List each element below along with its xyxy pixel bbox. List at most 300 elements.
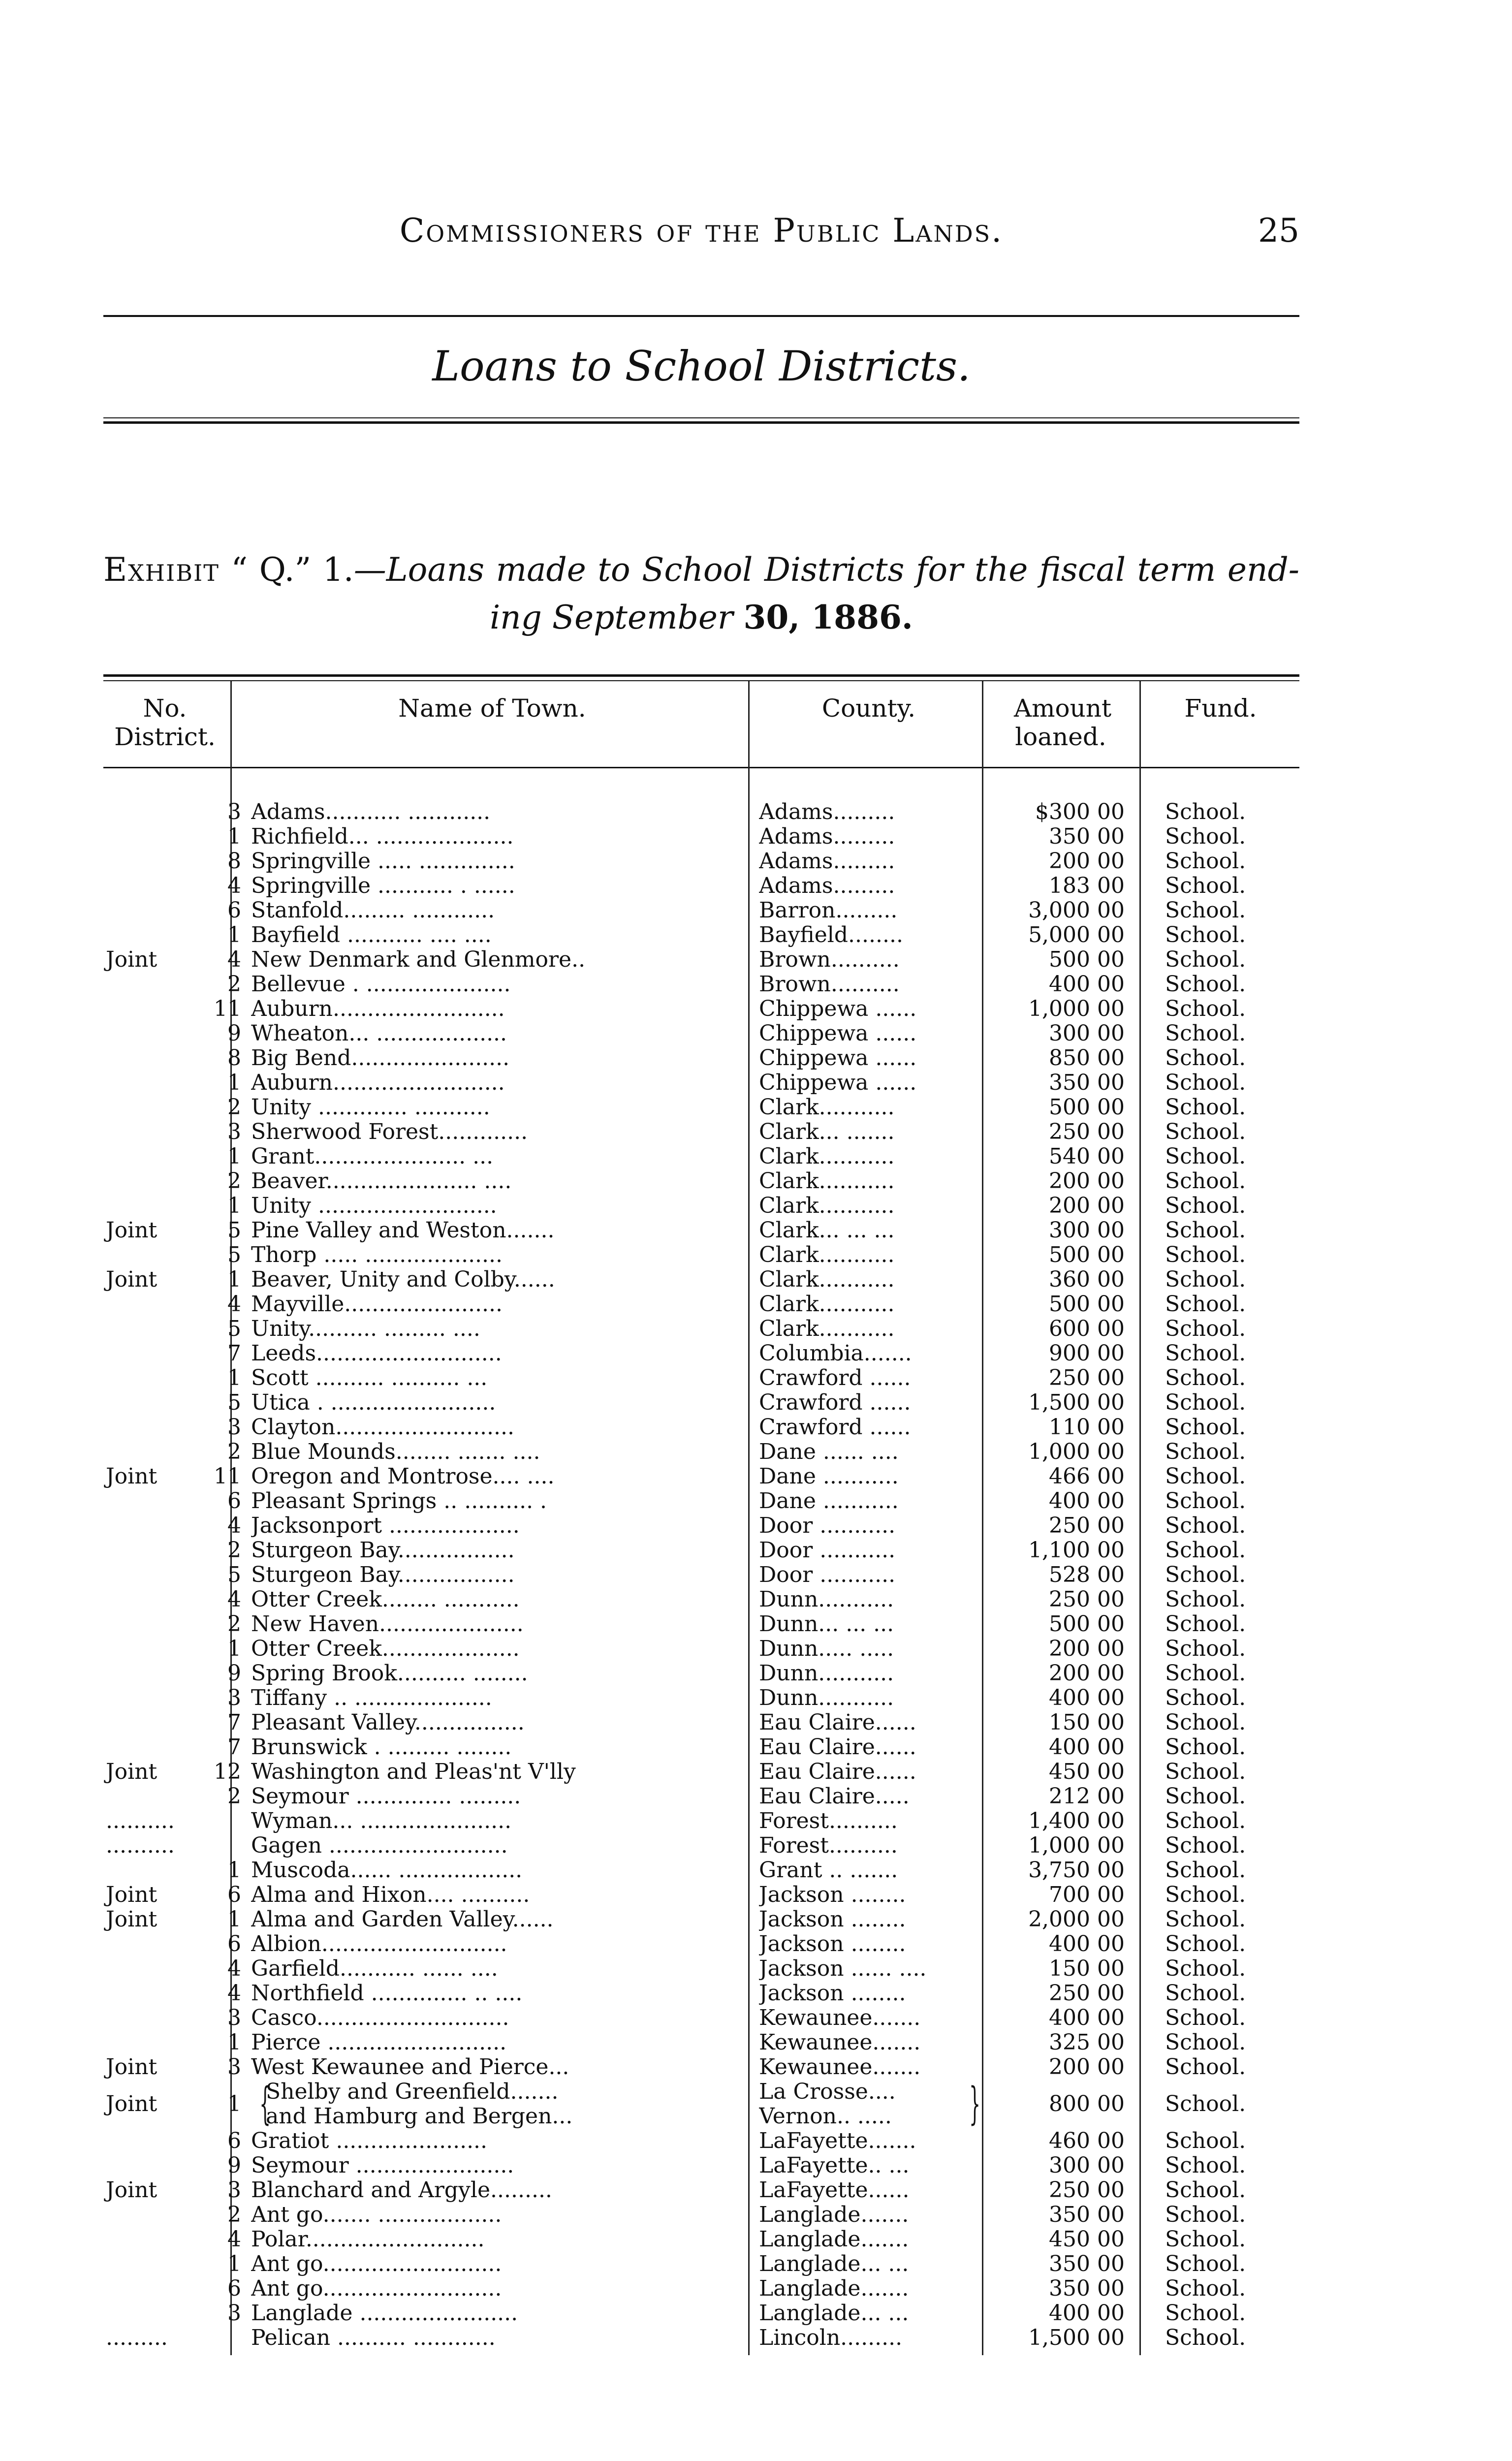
cell-amount: 450 00 bbox=[1049, 2227, 1125, 2252]
cell-county: Kewaunee....... bbox=[759, 2055, 921, 2080]
cell-town: Pleasant Springs .. .......... . bbox=[251, 1489, 547, 1514]
cell-district-no: 2 bbox=[227, 1538, 241, 1563]
cell-county: LaFayette.. ... bbox=[759, 2153, 910, 2178]
cell-town: Clayton.......................... bbox=[251, 1415, 514, 1440]
cell-fund: School. bbox=[1165, 972, 1246, 997]
cell-fund: School. bbox=[1165, 1341, 1246, 1366]
cell-fund: School. bbox=[1165, 1759, 1246, 1784]
brace-right: } bbox=[969, 2080, 980, 2129]
cell-county: Clark........... bbox=[759, 1317, 895, 1341]
cell-amount: 300 00 bbox=[1049, 2153, 1125, 2178]
cell-district-no: 1 bbox=[227, 2091, 241, 2116]
cell-district-no: 2 bbox=[227, 2202, 241, 2227]
table-row bbox=[103, 1612, 1299, 1637]
cell-county: LaFayette...... bbox=[759, 2178, 910, 2203]
cell-town: Pleasant Valley................ bbox=[251, 1710, 525, 1735]
cell-fund: School. bbox=[1165, 2030, 1246, 2055]
cell-fund: School. bbox=[1165, 898, 1246, 923]
cell-town: Blanchard and Argyle......... bbox=[251, 2178, 552, 2203]
table-row bbox=[103, 1587, 1299, 1612]
cell-town: Big Bend....................... bbox=[251, 1046, 510, 1071]
table-row bbox=[103, 874, 1299, 898]
cell-county: Jackson ........ bbox=[759, 1981, 906, 2006]
cell-fund: School. bbox=[1165, 1562, 1246, 1587]
table-row bbox=[103, 2006, 1299, 2030]
cell-district-no: 1 bbox=[227, 1193, 241, 1218]
cell-amount: $300 00 bbox=[1035, 799, 1125, 824]
cell-town: Otter Creek.................... bbox=[251, 1637, 520, 1661]
cell-county: Jackson ........ bbox=[759, 1907, 906, 1932]
cell-county: Dunn........... bbox=[759, 1686, 894, 1710]
cell-town: Bayfield ........... .... .... bbox=[251, 923, 492, 947]
cell-town: Mayville....................... bbox=[251, 1292, 503, 1317]
cell-fund: School. bbox=[1165, 849, 1246, 874]
table-row bbox=[103, 1833, 1299, 1858]
cell-amount: 200 00 bbox=[1049, 1636, 1125, 1661]
cell-county: Forest.......... bbox=[759, 1833, 898, 1858]
cell-fund: School. bbox=[1165, 1193, 1246, 1218]
cell-fund: School. bbox=[1165, 2054, 1246, 2080]
cell-county: Dunn........... bbox=[759, 1587, 894, 1612]
cell-amount: 325 00 bbox=[1049, 2030, 1125, 2055]
cell-amount: 150 00 bbox=[1049, 1710, 1125, 1735]
cell-county: Clark........... bbox=[759, 1292, 895, 1317]
cell-county: Door ........... bbox=[759, 1538, 896, 1563]
cell-amount: 200 00 bbox=[1049, 1193, 1125, 1218]
cell-town: Pelican .......... ............ bbox=[251, 2326, 496, 2350]
cell-fund: School. bbox=[1165, 996, 1246, 1021]
cell-county-line1: La Crosse.... bbox=[759, 2080, 896, 2104]
cell-amount: 250 00 bbox=[1049, 1981, 1125, 2006]
cell-county: Jackson ...... .... bbox=[759, 1956, 927, 1981]
cell-fund: School. bbox=[1165, 1267, 1246, 1292]
cell-fund: School. bbox=[1165, 1538, 1246, 1563]
cell-amount: 1,500 00 bbox=[1028, 1390, 1125, 1415]
table-row bbox=[103, 1169, 1299, 1194]
cell-town: Grant...................... ... bbox=[251, 1144, 494, 1169]
table-row bbox=[103, 2178, 1299, 2203]
cell-fund: School. bbox=[1165, 1710, 1246, 1735]
table-row bbox=[103, 2080, 1299, 2129]
cell-town: Langlade ....................... bbox=[251, 2301, 518, 2326]
cell-district-no: 5 bbox=[227, 1218, 241, 1243]
cell-town: Ant go.......................... bbox=[251, 2252, 502, 2276]
cell-amount: 400 00 bbox=[1049, 1735, 1125, 1760]
cell-district-no: 9 bbox=[227, 1661, 241, 1686]
table-row bbox=[103, 1538, 1299, 1563]
table-top-rule-thick bbox=[103, 674, 1299, 677]
cell-district-no: 3 bbox=[227, 799, 241, 824]
cell-amount: 400 00 bbox=[1049, 1931, 1125, 1956]
header-rule bbox=[103, 315, 1299, 317]
cell-county: Langlade....... bbox=[759, 2276, 909, 2301]
cell-county: Langlade....... bbox=[759, 2203, 909, 2227]
table-row bbox=[103, 1243, 1299, 1267]
cell-town: Muscoda...... .................. bbox=[251, 1858, 523, 1883]
cell-county: Clark........... bbox=[759, 1243, 895, 1267]
table-row bbox=[103, 1981, 1299, 2006]
cell-county: Clark........... bbox=[759, 1095, 895, 1120]
header-name-of-town: Name of Town. bbox=[398, 694, 586, 723]
cell-county: Dane ...... .... bbox=[759, 1440, 899, 1464]
table-row bbox=[103, 1710, 1299, 1735]
cell-fund: School. bbox=[1165, 1119, 1246, 1144]
cell-district-no: 11 bbox=[214, 996, 241, 1021]
table-row bbox=[103, 1046, 1299, 1071]
cell-county: Adams......... bbox=[759, 849, 895, 874]
cell-town: Springville ........... . ...... bbox=[251, 874, 515, 898]
cell-town: West Kewaunee and Pierce... bbox=[251, 2055, 569, 2080]
table-row bbox=[103, 1956, 1299, 1981]
cell-town bbox=[251, 2080, 748, 2129]
table-row bbox=[103, 824, 1299, 849]
cell-amount: 500 00 bbox=[1049, 1611, 1125, 1637]
cell-amount: 1,000 00 bbox=[1028, 1439, 1125, 1464]
cell-district-no: 9 bbox=[227, 1021, 241, 1046]
table-row bbox=[103, 997, 1299, 1021]
cell-amount: 350 00 bbox=[1049, 2202, 1125, 2227]
cell-fund: School. bbox=[1165, 1833, 1246, 1858]
cell-town: Brunswick . ......... ........ bbox=[251, 1735, 512, 1760]
cell-town: Northfield .............. .. .... bbox=[251, 1981, 523, 2006]
cell-town: Unity.......... ......... .... bbox=[251, 1317, 480, 1341]
cell-county bbox=[759, 2080, 980, 2129]
table-row bbox=[103, 2252, 1299, 2276]
cell-district-no: 4 bbox=[227, 1513, 241, 1538]
cell-county: Barron......... bbox=[759, 898, 898, 923]
cell-amount: 800 00 bbox=[1049, 2091, 1125, 2116]
cell-district-no: 4 bbox=[227, 2227, 241, 2252]
cell-district-no: 8 bbox=[227, 1045, 241, 1071]
cell-joint: Joint bbox=[106, 947, 158, 972]
cell-amount: 2,000 00 bbox=[1028, 1907, 1125, 1932]
table-row bbox=[103, 1341, 1299, 1366]
cell-district-no: 8 bbox=[227, 849, 241, 874]
cell-county: Clark... ... ... bbox=[759, 1218, 895, 1243]
cell-town: Spring Brook.......... ........ bbox=[251, 1661, 528, 1686]
table-row bbox=[103, 947, 1299, 972]
cell-amount: 3,750 00 bbox=[1028, 1858, 1125, 1883]
cell-amount: 1,100 00 bbox=[1028, 1538, 1125, 1563]
cell-county: Dunn........... bbox=[759, 1661, 894, 1686]
cell-county: Dane ........... bbox=[759, 1489, 899, 1514]
cell-fund: School. bbox=[1165, 1808, 1246, 1833]
cell-town: Wheaton... ................... bbox=[251, 1021, 507, 1046]
cell-county: LaFayette....... bbox=[759, 2129, 916, 2153]
cell-amount: 200 00 bbox=[1049, 1661, 1125, 1686]
cell-joint: Joint bbox=[106, 1464, 158, 1489]
cell-amount: 1,000 00 bbox=[1028, 1833, 1125, 1858]
cell-town-line2: and Hamburg and Bergen... bbox=[266, 2104, 573, 2129]
cell-district-no: 2 bbox=[227, 1611, 241, 1637]
cell-fund: School. bbox=[1165, 1021, 1246, 1046]
cell-fund: School. bbox=[1165, 947, 1246, 972]
cell-fund: School. bbox=[1165, 799, 1246, 824]
cell-county: Langlade....... bbox=[759, 2227, 909, 2252]
cell-town: Jacksonport ................... bbox=[251, 1514, 520, 1538]
cell-county: Bayfield........ bbox=[759, 923, 903, 947]
cell-county: Forest.......... bbox=[759, 1809, 898, 1833]
cell-amount: 3,000 00 bbox=[1028, 898, 1125, 923]
table-row bbox=[103, 2129, 1299, 2153]
table-row bbox=[103, 1858, 1299, 1883]
cell-fund: School. bbox=[1165, 1587, 1246, 1612]
cell-town: Washington and Pleas'nt V'lly bbox=[251, 1760, 576, 1784]
cell-county: Dane ........... bbox=[759, 1464, 899, 1489]
table-row bbox=[103, 1120, 1299, 1144]
cell-county: Jackson ........ bbox=[759, 1883, 906, 1907]
cell-county: Brown.......... bbox=[759, 947, 900, 972]
cell-county: Clark... ....... bbox=[759, 1120, 895, 1144]
cell-district-no: 2 bbox=[227, 972, 241, 997]
table-row bbox=[103, 2203, 1299, 2227]
cell-town: Scott .......... .......... ... bbox=[251, 1366, 488, 1390]
cell-county: Dunn..... ..... bbox=[759, 1637, 894, 1661]
cell-district-no: 6 bbox=[227, 1931, 241, 1956]
cell-district-no: 6 bbox=[227, 1882, 241, 1907]
page-number: 25 bbox=[1258, 212, 1299, 250]
cell-county: Clark........... bbox=[759, 1144, 895, 1169]
cell-district-no: 3 bbox=[227, 1685, 241, 1710]
cell-town: Utica . ........................ bbox=[251, 1390, 496, 1415]
table-row bbox=[103, 1464, 1299, 1489]
cell-amount: 5,000 00 bbox=[1028, 922, 1125, 947]
running-title: Commissioners of the Public Lands. bbox=[399, 212, 1004, 250]
cell-amount: 1,000 00 bbox=[1028, 996, 1125, 1021]
table-row bbox=[103, 972, 1299, 997]
cell-amount: 350 00 bbox=[1049, 2251, 1125, 2276]
cell-amount: 350 00 bbox=[1049, 1070, 1125, 1095]
cell-district-no: 1 bbox=[227, 1267, 241, 1292]
table-row bbox=[103, 849, 1299, 874]
cell-amount: 350 00 bbox=[1049, 824, 1125, 849]
cell-fund: School. bbox=[1165, 2005, 1246, 2030]
table-row bbox=[103, 1809, 1299, 1833]
section-rule-thin bbox=[103, 417, 1299, 418]
cell-fund: School. bbox=[1165, 2153, 1246, 2178]
cell-fund: School. bbox=[1165, 1735, 1246, 1760]
table-row bbox=[103, 2055, 1299, 2080]
cell-fund: School. bbox=[1165, 1242, 1246, 1267]
cell-amount: 300 00 bbox=[1049, 1021, 1125, 1046]
cell-fund: School. bbox=[1165, 2325, 1246, 2350]
cell-district-no: 11 bbox=[214, 1464, 241, 1489]
cell-amount: 250 00 bbox=[1049, 1119, 1125, 1144]
exhibit-caption-part1: —Loans made to School Districts for the fiscal term end- bbox=[353, 551, 1299, 589]
cell-county: Chippewa ...... bbox=[759, 1046, 917, 1071]
cell-joint: Joint bbox=[106, 2054, 158, 2080]
cell-district-no: 4 bbox=[227, 1292, 241, 1317]
table-row bbox=[103, 1366, 1299, 1390]
cell-district-no: 4 bbox=[227, 947, 241, 972]
cell-joint: Joint bbox=[106, 1882, 158, 1907]
table-row bbox=[103, 1390, 1299, 1415]
cell-county: Jackson ........ bbox=[759, 1932, 906, 1956]
cell-amount: 183 00 bbox=[1049, 873, 1125, 898]
cell-amount: 500 00 bbox=[1049, 1095, 1125, 1120]
exhibit-code: “ Q.” 1. bbox=[231, 551, 354, 589]
cell-fund: School. bbox=[1165, 1144, 1246, 1169]
cell-county: Crawford ...... bbox=[759, 1415, 911, 1440]
table-row bbox=[103, 1760, 1299, 1784]
header-fund: Fund. bbox=[1184, 694, 1257, 723]
cell-fund: School. bbox=[1165, 1931, 1246, 1956]
cell-county: Grant .. ....... bbox=[759, 1858, 898, 1883]
cell-fund: School. bbox=[1165, 1685, 1246, 1710]
table-row bbox=[103, 1907, 1299, 1932]
cell-town: Leeds........................... bbox=[251, 1341, 502, 1366]
cell-town: Ant go....... .................. bbox=[251, 2203, 502, 2227]
cell-town: Oregon and Montrose.... .... bbox=[251, 1464, 555, 1489]
cell-county: Clark........... bbox=[759, 1169, 895, 1194]
cell-joint: Joint bbox=[106, 1218, 158, 1243]
table-row bbox=[103, 1661, 1299, 1686]
table-row bbox=[103, 1267, 1299, 1292]
header-no-district bbox=[103, 694, 226, 751]
table-row bbox=[103, 1071, 1299, 1095]
table-row bbox=[103, 800, 1299, 824]
cell-county: Clark........... bbox=[759, 1267, 895, 1292]
cell-amount: 400 00 bbox=[1049, 2005, 1125, 2030]
cell-fund: School. bbox=[1165, 1956, 1246, 1981]
brace-left: { bbox=[259, 2080, 271, 2129]
cell-town: Auburn......................... bbox=[251, 1071, 505, 1095]
header-county: County. bbox=[821, 694, 916, 723]
cell-district-no: 4 bbox=[227, 873, 241, 898]
cell-amount: 360 00 bbox=[1049, 1267, 1125, 1292]
cell-town: Wyman... ...................... bbox=[251, 1809, 512, 1833]
header-no-district-text: No. District. bbox=[114, 694, 216, 751]
cell-town: Sturgeon Bay................. bbox=[251, 1563, 515, 1587]
cell-district-no: 3 bbox=[227, 1119, 241, 1144]
cell-joint: .......... bbox=[106, 1808, 175, 1833]
cell-amount: 850 00 bbox=[1049, 1045, 1125, 1071]
cell-town: Beaver...................... .... bbox=[251, 1169, 512, 1194]
cell-amount: 500 00 bbox=[1049, 1242, 1125, 1267]
cell-town: Beaver, Unity and Colby...... bbox=[251, 1267, 555, 1292]
cell-county: Dunn... ... ... bbox=[759, 1612, 894, 1637]
cell-district-no: 3 bbox=[227, 2005, 241, 2030]
cell-fund: School. bbox=[1165, 824, 1246, 849]
table-row bbox=[103, 1194, 1299, 1218]
cell-amount: 500 00 bbox=[1049, 1292, 1125, 1317]
cell-joint: Joint bbox=[106, 2091, 158, 2116]
cell-amount: 600 00 bbox=[1049, 1316, 1125, 1341]
cell-fund: School. bbox=[1165, 873, 1246, 898]
cell-fund: School. bbox=[1165, 1439, 1246, 1464]
cell-fund: School. bbox=[1165, 1168, 1246, 1194]
cell-county: Door ........... bbox=[759, 1514, 896, 1538]
table-row bbox=[103, 923, 1299, 947]
table-top-rule-thin bbox=[103, 680, 1299, 681]
cell-fund: School. bbox=[1165, 2276, 1246, 2301]
cell-joint: Joint bbox=[106, 2177, 158, 2203]
table-row bbox=[103, 1440, 1299, 1464]
cell-county: Eau Claire...... bbox=[759, 1710, 916, 1735]
table-row bbox=[103, 2301, 1299, 2326]
cell-town: Albion........................... bbox=[251, 1932, 507, 1956]
cell-district-no: 2 bbox=[227, 1095, 241, 1120]
cell-amount: 350 00 bbox=[1049, 2276, 1125, 2301]
cell-district-no: 1 bbox=[227, 1907, 241, 1932]
cell-joint: Joint bbox=[106, 1759, 158, 1784]
cell-district-no: 1 bbox=[227, 1858, 241, 1883]
table-row bbox=[103, 1415, 1299, 1440]
cell-town-line1: Shelby and Greenfield....... bbox=[266, 2080, 559, 2104]
cell-fund: School. bbox=[1165, 1488, 1246, 1514]
cell-county: Lincoln......... bbox=[759, 2326, 903, 2350]
table-row bbox=[103, 1784, 1299, 1809]
cell-town: Auburn......................... bbox=[251, 997, 505, 1021]
cell-fund: School. bbox=[1165, 2251, 1246, 2276]
cell-amount: 200 00 bbox=[1049, 2054, 1125, 2080]
table-row bbox=[103, 1021, 1299, 1046]
cell-district-no: 3 bbox=[227, 1415, 241, 1440]
cell-joint: ......... bbox=[106, 2325, 168, 2350]
cell-county: Door ........... bbox=[759, 1563, 896, 1587]
section-rule-thick bbox=[103, 421, 1299, 424]
cell-district-no: 7 bbox=[227, 1735, 241, 1760]
cell-amount: 250 00 bbox=[1049, 1587, 1125, 1612]
cell-amount: 460 00 bbox=[1049, 2128, 1125, 2153]
cell-county: Adams......... bbox=[759, 800, 895, 824]
cell-amount: 400 00 bbox=[1049, 2301, 1125, 2326]
cell-amount: 300 00 bbox=[1049, 1218, 1125, 1243]
cell-district-no: 1 bbox=[227, 1144, 241, 1169]
cell-fund: School. bbox=[1165, 1981, 1246, 2006]
cell-town: Seymour .............. ......... bbox=[251, 1784, 521, 1809]
cell-district-no: 4 bbox=[227, 1956, 241, 1981]
table-row bbox=[103, 2326, 1299, 2350]
cell-district-no: 5 bbox=[227, 1316, 241, 1341]
cell-town: New Haven..................... bbox=[251, 1612, 524, 1637]
cell-amount: 540 00 bbox=[1049, 1144, 1125, 1169]
cell-district-no: 1 bbox=[227, 1070, 241, 1095]
table-row bbox=[103, 1637, 1299, 1661]
cell-county: Columbia....... bbox=[759, 1341, 912, 1366]
cell-amount: 1,500 00 bbox=[1028, 2325, 1125, 2350]
cell-district-no: 1 bbox=[227, 1365, 241, 1390]
cell-amount: 250 00 bbox=[1049, 1365, 1125, 1390]
cell-town: Alma and Hixon.... .......... bbox=[251, 1883, 530, 1907]
cell-amount: 450 00 bbox=[1049, 1759, 1125, 1784]
table-row bbox=[103, 1686, 1299, 1710]
cell-district-no: 3 bbox=[227, 2301, 241, 2326]
cell-town: Polar.......................... bbox=[251, 2227, 485, 2252]
cell-county: Brown.......... bbox=[759, 972, 900, 997]
cell-fund: School. bbox=[1165, 1464, 1246, 1489]
cell-amount: 400 00 bbox=[1049, 1685, 1125, 1710]
cell-amount: 110 00 bbox=[1049, 1415, 1125, 1440]
cell-county: Langlade... ... bbox=[759, 2252, 909, 2276]
table-row bbox=[103, 2153, 1299, 2178]
cell-district-no: 7 bbox=[227, 1710, 241, 1735]
cell-county-line2: Vernon.. ..... bbox=[759, 2104, 892, 2129]
cell-town: Pierce .......................... bbox=[251, 2030, 507, 2055]
cell-district-no: 5 bbox=[227, 1562, 241, 1587]
table-row bbox=[103, 898, 1299, 923]
cell-town: Unity .......................... bbox=[251, 1194, 497, 1218]
cell-amount: 700 00 bbox=[1049, 1882, 1125, 1907]
cell-town: Sherwood Forest............. bbox=[251, 1120, 528, 1144]
cell-amount: 1,400 00 bbox=[1028, 1808, 1125, 1833]
cell-amount: 500 00 bbox=[1049, 947, 1125, 972]
cell-district-no: 1 bbox=[227, 922, 241, 947]
table-row bbox=[103, 2276, 1299, 2301]
cell-amount: 900 00 bbox=[1049, 1341, 1125, 1366]
cell-county: Crawford ...... bbox=[759, 1366, 911, 1390]
cell-district-no: 1 bbox=[227, 1636, 241, 1661]
